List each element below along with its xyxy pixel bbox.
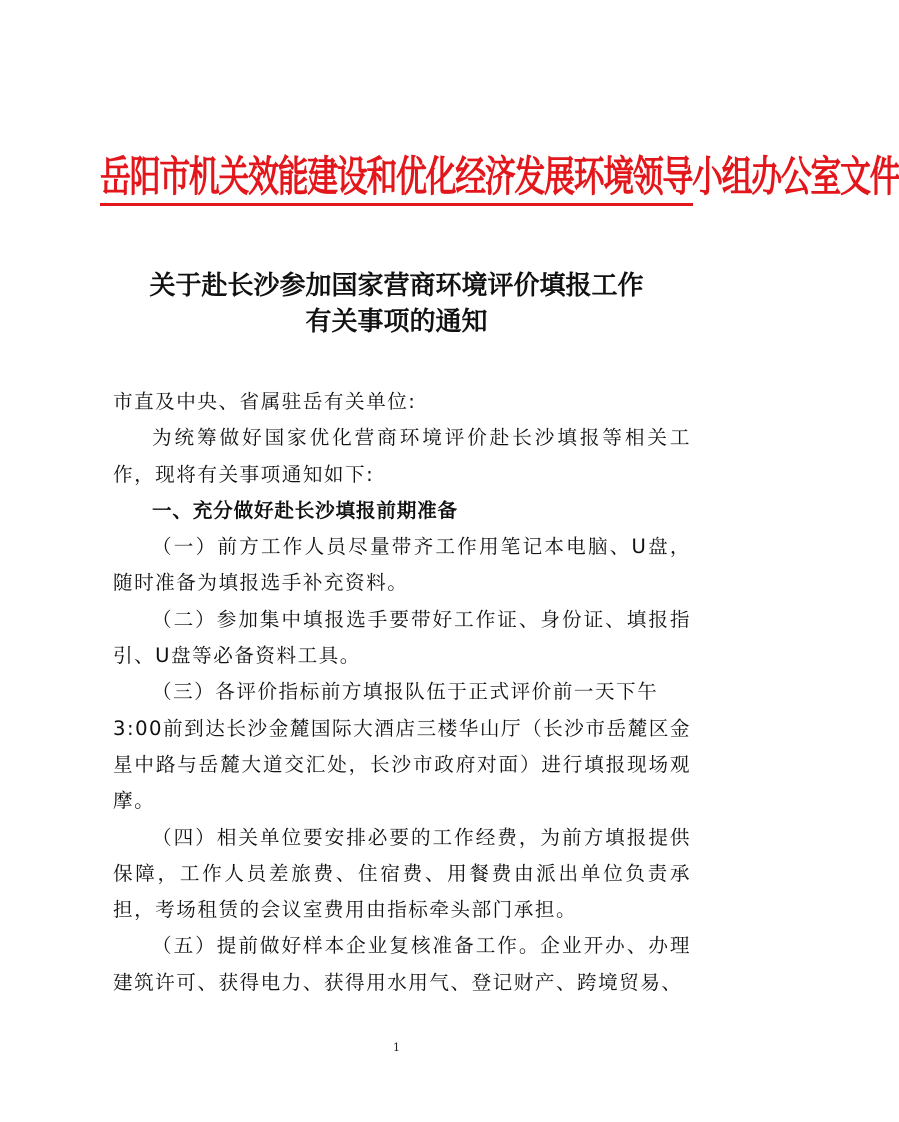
salutation: 市直及中央、省属驻岳有关单位: xyxy=(113,390,417,413)
header-red-rule xyxy=(100,203,693,206)
issuer-header: 岳阳市机关效能建设和优化经济发展环境领导小组办公室文件 xyxy=(100,153,899,202)
item-2-paragraph: （二）参加集中填报选手要带好工作证、身份证、填报指引、U盘等必备资料工具。 xyxy=(113,607,691,668)
section-heading-1: 一、充分做好赴长沙填报前期准备 xyxy=(152,498,458,522)
item-4-paragraph: （四）相关单位要安排必要的工作经费，为前方填报提供保障，工作人员差旅费、住宿费、用餐费由派出单位负责承担，考场租赁的会议室费用由指标牵头部门承担。 xyxy=(113,825,691,922)
item-3-first-line: （三）各评价指标前方填报队伍于正式评价前一天下午 xyxy=(152,680,659,704)
title-line-2: 有关事项的通知 xyxy=(305,307,488,337)
title-line-1: 关于赴长沙参加国家营商环境评价填报工作 xyxy=(149,271,644,301)
intro-paragraph: 为统筹做好国家优化营商环境评价赴长沙填报等相关工作，现将有关事项通知如下: xyxy=(113,426,691,486)
item-3-continuation: 3:00前到达长沙金麓国际大酒店三楼华山厅（长沙市岳麓区金星中路与岳麓大道交汇处，长沙市政府对面）进行填报现场观摩。 xyxy=(113,716,691,813)
page-number: 1 xyxy=(393,1041,400,1054)
item-1-paragraph: （一）前方工作人员尽量带齐工作用笔记本电脑、U盘，随时准备为填报选手补充资料。 xyxy=(113,535,691,595)
document-body xyxy=(113,384,691,1001)
item-5-paragraph: （五）提前做好样本企业复核准备工作。企业开办、办理建筑许可、获得电力、获得用水用气、登记财产、跨境贸易、 xyxy=(113,934,691,994)
document-title xyxy=(100,268,693,340)
